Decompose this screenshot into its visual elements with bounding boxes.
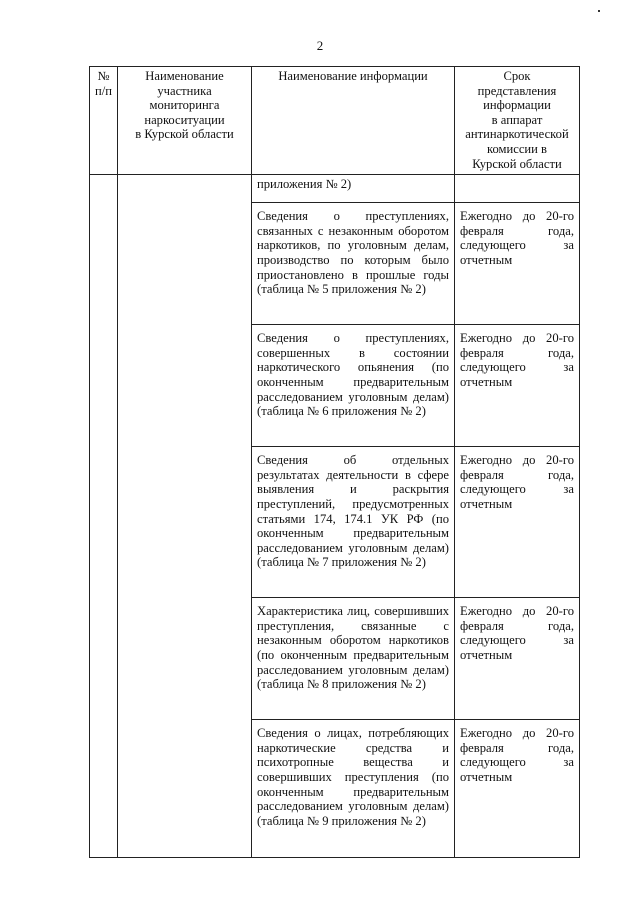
cell-info: Сведения о лицах, потребляющих наркотические средства и психотропные вещества и совершивших преступления (по оконченным предварительным расследованием уголовным делам) (таблица № 9 приложения № 2) [252, 720, 455, 858]
monitoring-table [89, 66, 580, 858]
cell-deadline: Ежегодно до 20-го февраля года, следующего за отчетным [455, 598, 580, 720]
page-number: 2 [316, 38, 324, 53]
cell-deadline: Ежегодно до 20-го февраля года, следующего за отчетным [455, 447, 580, 598]
cell-info: Характеристика лиц, совершивших преступления, связанные с незаконным оборотом наркотиков (по оконченным предварительным расследованием уголовным делам) (таблица № 8 приложения № 2) [252, 598, 455, 720]
cell-info: приложения № 2) [252, 175, 455, 203]
cell-deadline: Ежегодно до 20-го февраля года, следующего за отчетным [455, 720, 580, 858]
cell-num [90, 175, 118, 858]
cell-participant [118, 175, 252, 858]
cell-info: Сведения об отдельных результатах деятельности в сфере выявления и раскрытия преступлений, предусмотренных статьями 174, 174.1 УК РФ (по оконченным предварительным расследованием уголовным делам) (таблица № 7 приложения № 2) [252, 447, 455, 598]
cell-deadline [455, 175, 580, 203]
table-header-row [90, 67, 580, 175]
header-info: Наименование информации [252, 67, 455, 175]
cell-info: Сведения о преступлениях, совершенных в состоянии наркотического опьянения (по оконченным предварительным расследованием уголовным делам) (таблица № 6 приложения № 2) [252, 325, 455, 447]
table-row [90, 175, 580, 203]
cell-deadline: Ежегодно до 20-го февраля года, следующего за отчетным [455, 203, 580, 325]
header-participant: Наименование участника мониторинга наркоситуации в Курской области [118, 67, 252, 175]
header-num: № п/п [90, 67, 118, 175]
scan-speck [598, 10, 600, 12]
cell-info: Сведения о преступлениях, связанных с незаконным оборотом наркотиков, по уголовным делам, производство по которым было приостановлено в прошлые годы (таблица № 5 приложения № 2) [252, 203, 455, 325]
header-deadline: Срок представления информации в аппарат антинаркотической комиссии в Курской области [455, 67, 580, 175]
cell-deadline: Ежегодно до 20-го февраля года, следующего за отчетным [455, 325, 580, 447]
